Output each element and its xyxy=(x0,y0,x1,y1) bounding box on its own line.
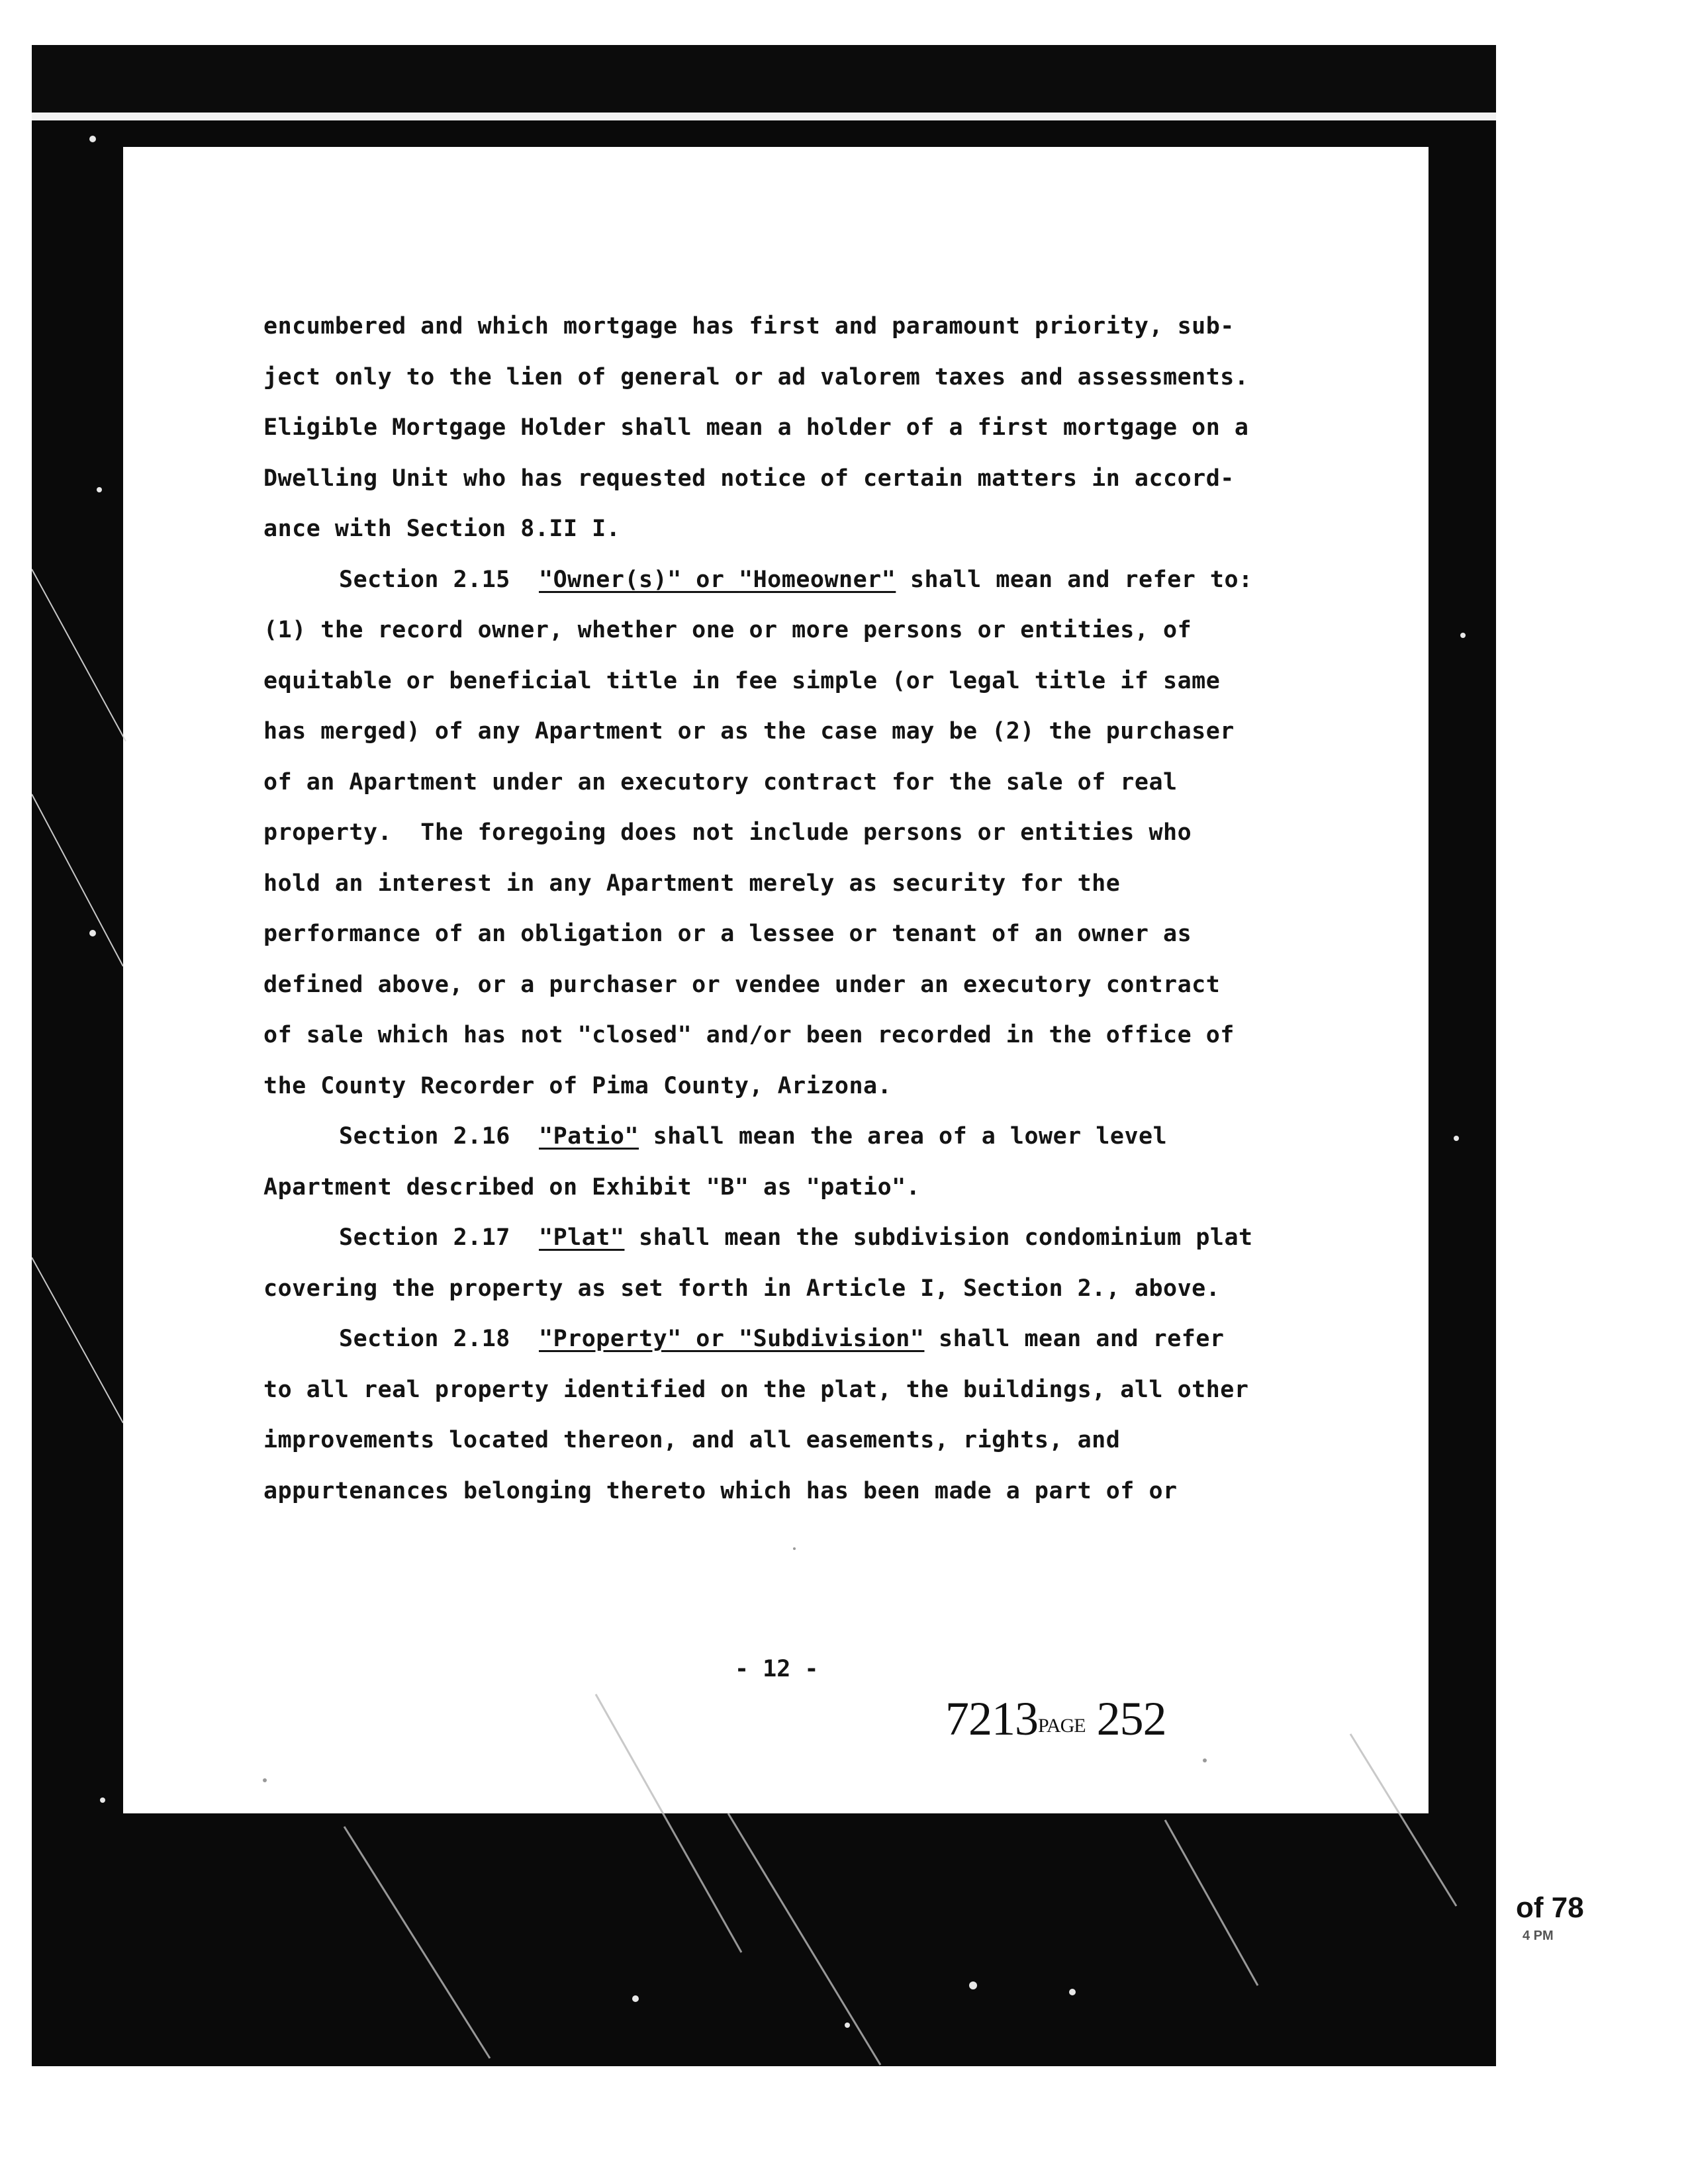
text-line: ject only to the lien of general or ad valorem taxes and assessments. xyxy=(263,363,1249,390)
section-label: Section 2.17 xyxy=(339,1224,539,1251)
text-line: ance with Section 8.II I. xyxy=(263,516,621,542)
section-2-17-heading xyxy=(263,1212,1349,1263)
section-2-16-heading xyxy=(263,1111,1349,1162)
section-text: shall mean and refer xyxy=(924,1326,1225,1352)
text-line: to all real property identified on the plat, the buildings, all other xyxy=(263,1376,1249,1403)
text-line: the County Recorder of Pima County, Arizona. xyxy=(263,1072,892,1099)
scan-top-edge xyxy=(32,113,1496,120)
text-line: Dwelling Unit who has requested notice of certain matters in accord- xyxy=(263,465,1235,492)
defined-term: "Patio" xyxy=(539,1123,639,1150)
text-line: Apartment described on Exhibit "B" as "patio". xyxy=(263,1173,921,1201)
text-line: of an Apartment under an executory contract for the sale of real xyxy=(263,768,1178,796)
section-text: shall mean the subdivision condominium plat xyxy=(624,1224,1253,1251)
section-text: shall mean the area of a lower level xyxy=(639,1123,1168,1150)
section-2-18-heading xyxy=(263,1314,1349,1365)
recorder-page-label: PAGE xyxy=(1038,1715,1086,1737)
defined-term: "Homeowner" xyxy=(739,566,896,593)
recorder-stamp xyxy=(945,1692,1166,1747)
text-line: (1) the record owner, whether one or more persons or entities, of xyxy=(263,617,1192,643)
text-line: covering the property as set forth in Article I, Section 2., above. xyxy=(263,1275,1221,1302)
defined-term: "Property" or "Subdivision" xyxy=(539,1326,925,1352)
text-line: encumbered and which mortgage has first and paramount priority, sub- xyxy=(263,313,1235,340)
timestamp: 4 PM xyxy=(1523,1929,1554,1943)
page-number: - 12 - xyxy=(735,1656,819,1682)
text-line: performance of an obligation or a lessee or tenant of an owner as xyxy=(263,921,1192,947)
section-label: Section 2.18 xyxy=(339,1326,539,1352)
text-line: property. The foregoing does not include persons or entities who xyxy=(263,819,1192,846)
section-2-15-heading xyxy=(263,555,1349,606)
page-counter: of 78 xyxy=(1516,1891,1584,1924)
defined-term: "Plat" xyxy=(539,1224,625,1251)
text-line: improvements located thereon, and all easements, rights, and xyxy=(263,1427,1121,1453)
recorder-page: 252 xyxy=(1096,1692,1166,1745)
text-line: hold an interest in any Apartment merely as security for the xyxy=(263,870,1121,897)
defined-term: "Owner(s)" or xyxy=(539,566,739,593)
text-line: defined above, or a purchaser or vendee under an executory contract xyxy=(263,971,1221,998)
section-label: Section 2.16 xyxy=(339,1123,539,1150)
section-label: Section 2.15 xyxy=(339,566,539,593)
text-line: has merged) of any Apartment or as the case may be (2) the purchaser xyxy=(263,718,1235,745)
recorder-docket: 7213 xyxy=(945,1692,1038,1745)
section-text: shall mean and refer to: xyxy=(896,566,1253,593)
text-line: Eligible Mortgage Holder shall mean a holder of a first mortgage on a xyxy=(263,414,1249,441)
text-line: appurtenances belonging thereto which has been made a part of or xyxy=(263,1477,1178,1504)
scan-top-band xyxy=(32,45,1496,113)
document-body xyxy=(263,301,1349,1516)
text-line: of sale which has not "closed" and/or been recorded in the office of xyxy=(263,1022,1235,1048)
text-line: equitable or beneficial title in fee simple (or legal title if same xyxy=(263,667,1221,694)
